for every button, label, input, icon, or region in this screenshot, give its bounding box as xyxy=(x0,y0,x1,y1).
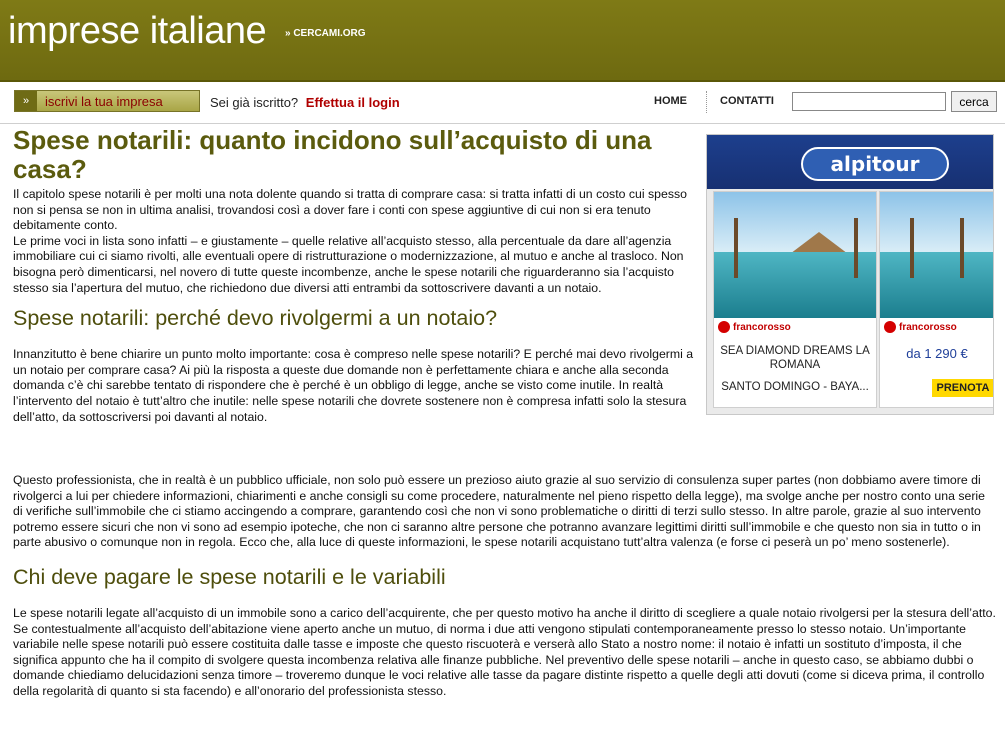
resort-photo xyxy=(714,192,876,318)
francorosso-logo: francorosso xyxy=(714,318,876,336)
francorosso-icon-2 xyxy=(884,321,896,333)
article-title: Spese notarili: quanto incidono sull’acquisto di una casa? xyxy=(13,125,652,184)
alpitour-logo: alpitour xyxy=(801,147,949,181)
nav-home[interactable]: HOME xyxy=(654,95,687,107)
section-heading-2: Chi deve pagare le spese notarili e le variabili xyxy=(13,564,446,589)
article-paragraph-5: Le spese notarili legate all’acquisto di un immobile sono a carico dell’acquirente, che per questo motivo ha anche il diritto di scegliere a quale notaio rivolgersi per la stesura dell’atto. Se contestualmente all’acquisto dell’abitazione viene aperto anche un mutuo, di norma i due atti vengono stipulati contemporaneamente presso lo stesso notaio. Un’importante variabile nelle spese notarili può essere costituita dalle tasse e imposte che questo riscuoterà e verserà allo Stato a nostro nome: il notaio è infatti un sostituto d’imposta, il che significa appunto che ha il compito di svolgere questa incombenza relativa alle finanze pubbliche. Nel preventivo delle spese notarili – anche in questo caso, se abbiamo dubbi o domande chiediamo delucidazioni senza timore – troveremo dunque le voci relative alle tasse da pagare distinte rispetto a quelle degli atti dovuti (come si diceva prima, il controllo della regolarità di quanto si sta facendo) e all’onorario del professionista stesso. xyxy=(13,605,996,698)
francorosso-icon xyxy=(718,321,730,333)
offer-title: SEA DIAMOND DREAMS LA ROMANA xyxy=(720,345,870,371)
ad-offer-card-2[interactable] xyxy=(879,191,994,408)
article-body xyxy=(13,473,997,700)
book-now-button[interactable]: PRENOTA xyxy=(932,379,994,397)
resort-photo-2 xyxy=(880,192,994,318)
login-link[interactable]: Effettua il login xyxy=(305,95,400,110)
already-registered-text: Sei già iscritto? xyxy=(210,95,299,110)
nav-divider xyxy=(706,91,707,113)
site-logo[interactable]: imprese italiane xyxy=(8,10,267,52)
article-paragraph-3: Innanzitutto è bene chiarire un punto molto importante: cosa è compreso nelle spese notarili? E perché mai devo rivolgermi a un notaio per comprare casa? Ai più la risposta a queste due domande non è perfettamente chiara e anche alla seconda domanda c’è chi sarebbe tentato di rispondere che è perché è un obbligo di legge, anche se visto come inutile. In realtà l’intervento del notaio è tutt’altro che inutile: nelle spese notarili che dovrete sostenere non è compresa infatti solo la stesura dell’atto, da sottoscriversi poi davanti al notaio. xyxy=(13,347,694,424)
offer-location: SANTO DOMINGO - BAYA... xyxy=(721,381,869,393)
double-chevron-right-icon: » xyxy=(15,91,37,111)
offer-price: da 1 290 € xyxy=(906,346,968,361)
search-input[interactable] xyxy=(792,92,946,111)
article-paragraph-4: Questo professionista, che in realtà è un pubblico ufficiale, non solo può essere un prezioso aiuto grazie al suo servizio di consulenza super partes (non dobbiamo avere timore di rivolgerci a lui per chiedere informazioni, chiarimenti e anche consigli su come procedere, naturalmente nel pieno rispetto della legge), ma svolge anche per nostro conto una serie di verifiche sull’immobile che ci stiamo accingendo a comprare, garantendo così che non vi sono problematiche o diritti di terzi sullo stesso. In altre parole, grazie al suo intervento potremo essere sicuri che non vi sono ad esempio ipoteche, che non ci saranno altre persone che potranno avanzare legittimi diritti sull’immobile e che questo non sia in tutto o in parte abusivo o comunque non in regola. Ecco che, alla luce di queste informazioni, le spese notarili acquistano tutt’altra valenza (e forse ci peserà un po’ meno sostenerle). xyxy=(13,473,985,550)
search-button[interactable]: cerca xyxy=(951,91,997,112)
article-paragraph-1: Il capitolo spese notarili è per molti una nota dolente quando si tratta di comprare casa: si tratta infatti di un costo cui spesso non si pensa se non in ultima analisi, trovandosi così a dover fare i conti con spese aggiuntive di cui non si era tenuto debitamente conto. xyxy=(13,187,687,233)
register-business-button[interactable] xyxy=(14,90,200,112)
francorosso-logo-2: francorosso xyxy=(880,318,994,336)
ad-header xyxy=(707,135,993,189)
nav-contatti[interactable]: CONTATTI xyxy=(720,95,774,107)
travel-ad-banner[interactable] xyxy=(706,134,994,415)
site-header xyxy=(0,0,1005,82)
ad-offer-card[interactable] xyxy=(713,191,877,408)
toolbar xyxy=(0,82,1005,124)
register-business-label: iscrivi la tua impresa xyxy=(45,93,163,109)
article-paragraph-2: Le prime voci in lista sono infatti – e giustamente – quelle relative all’acquisto stesso, alla percentuale da dare all’agenzia immobiliare cui ci siamo rivolti, alle eventuali opere di ristrutturazione o modernizzazione, al mutuo e anche al trasloco. Non bisogna però dimenticarsi, nel novero di tutte queste incombenze, anche le spese notarili che riguarderanno sia l’acquisto stesso sia l’apertura del mutuo, che richiedono due diversi atti entrambi da sottoscrivere davanti a un notaio. xyxy=(13,233,684,295)
site-logo-sub[interactable]: » CERCAMI.ORG xyxy=(285,28,366,39)
section-heading-1: Spese notarili: perché devo rivolgermi a un notaio? xyxy=(13,306,498,331)
login-prompt xyxy=(210,95,400,110)
article-intro xyxy=(13,126,699,425)
